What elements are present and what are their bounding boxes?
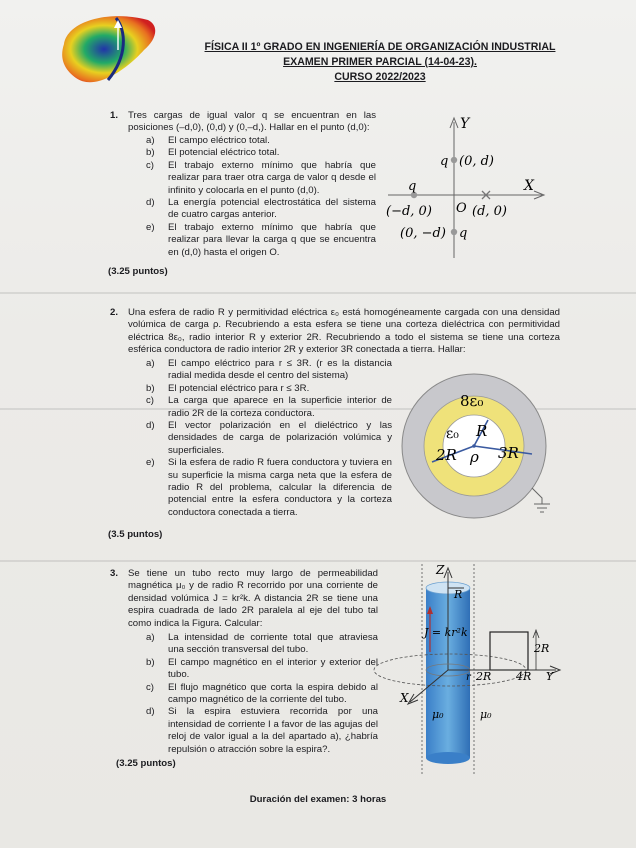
item-text: El campo magnético en el interior y exterior del tubo.: [168, 656, 378, 681]
tube-radius-label: R: [454, 588, 463, 601]
item-label: b): [146, 656, 155, 668]
spheres-diagram: [396, 362, 556, 522]
item-label: d): [146, 197, 155, 209]
question-item: [146, 160, 376, 197]
current-density-label: J = kr²k: [424, 626, 468, 639]
tube-diagram: [370, 560, 564, 780]
item-text: El campo eléctrico total.: [168, 135, 270, 146]
question-item: [146, 135, 376, 147]
charge-density-label: ρ: [470, 448, 479, 466]
question-2-number: 2.: [110, 307, 119, 318]
y-axis-label: Y: [460, 116, 470, 132]
ground-icon: [534, 504, 550, 512]
item-text: El vector polarización en el dieléctrico y las densidades de carga de polarización volúmica y superficiales.: [168, 420, 392, 456]
right-point-label: (d, 0): [472, 204, 508, 219]
loop-far-edge-label: 4R: [516, 670, 532, 683]
question-1-number: 1.: [110, 110, 119, 121]
university-logo: [56, 10, 160, 92]
question-3-number: 3.: [110, 568, 119, 579]
exam-title: EXAMEN PRIMER PARCIAL (14-04-23).: [283, 56, 477, 68]
radius-r-label: R: [476, 422, 488, 440]
question-item: [146, 197, 376, 222]
radius-3r-label: 3R: [498, 444, 519, 462]
question-item: [146, 657, 378, 682]
paper-fold: [0, 292, 636, 294]
item-text: El potencial eléctrico total.: [168, 147, 280, 159]
sphere-permittivity-label: ε₀: [446, 426, 459, 442]
item-label: d): [146, 420, 155, 432]
item-text: El campo eléctrico para r ≤ 3R. (r es la distancia radial medida desde el centro del sistema): [168, 358, 392, 382]
item-text: La carga que aparece en la superficie interior de radio 2R de la corteza conductora.: [168, 395, 392, 419]
question-item: [146, 222, 376, 259]
question-item: [146, 358, 392, 383]
x-axis-label: X: [400, 691, 409, 705]
outer-permeability-label: μ₀: [480, 708, 492, 721]
item-text: El potencial eléctrico para r ≤ 3R.: [168, 382, 310, 394]
charges-diagram: [384, 112, 550, 262]
question-item: [146, 383, 392, 395]
loop-distance-label: 2R: [476, 670, 492, 683]
item-text: Si la espira estuviera recorrida por una intensidad de corriente I a favor de las agujas del reloj de valor igual a la del apartado a), ¿habría repulsión o atracción sobre la espira?.: [168, 706, 378, 755]
question-3-items: [146, 632, 378, 756]
top-charge-label: q: [440, 154, 449, 169]
left-point-label: (−d, 0): [386, 204, 432, 219]
square-loop: [490, 632, 528, 670]
item-label: a): [146, 632, 155, 643]
top-point-label: (0, d): [459, 154, 495, 169]
x-axis-label: X: [524, 178, 534, 194]
item-label: c): [146, 681, 154, 693]
item-text: Si la esfera de radio R fuera conductora y tuviera en su superficie la misma carga neta que la esfera de radio R del problema, calcular la diferencia de potencial entre la esfera conductora y la corteza conductora conectada a tierra.: [168, 457, 392, 518]
question-3-points: (3.25 puntos): [116, 758, 176, 769]
dielectric-permittivity-label: 8ε₀: [460, 392, 484, 410]
question-2-items: [146, 358, 392, 519]
exam-duration: Duración del examen: 3 horas: [249, 794, 387, 805]
radius-2r-label: 2R: [436, 446, 457, 464]
item-label: e): [146, 221, 155, 233]
question-3-statement: Se tiene un tubo recto muy largo de permeabilidad magnética μ₀ y de radio R recorrido por una corriente de densidad volúmica J = kr²k. A distancia 2R se tiene una espira cuadrada de lado 2R paralela al eje del tubo tal como indica la Figura. Calcular:: [128, 568, 378, 629]
item-label: b): [146, 147, 155, 159]
origin-label: O: [456, 201, 467, 216]
loop-side-label: 2R: [534, 642, 550, 655]
distance-r-label: r: [466, 672, 471, 683]
ground-wire: [532, 488, 542, 504]
tube-permeability-label: μ₀: [432, 708, 444, 721]
top-charge-marker: [451, 157, 457, 163]
item-text: El trabajo externo mínimo que habría que realizar para traer otra carga de valor q desde el infinito y colocarla en el punto (d,0).: [168, 159, 376, 196]
item-label: a): [146, 358, 155, 369]
question-item: [146, 682, 378, 707]
question-item: [146, 395, 392, 420]
bottom-charge-marker: [451, 229, 457, 235]
item-label: e): [146, 457, 155, 469]
course-title: FÍSICA II 1º GRADO EN INGENIERÍA DE ORGANIZACIÓN INDUSTRIAL: [204, 41, 556, 53]
question-item: [146, 420, 392, 457]
question-item: [146, 457, 392, 519]
question-item: [146, 632, 378, 657]
item-text: La intensidad de corriente total que atraviesa una sección transversal del tubo.: [168, 632, 378, 656]
item-text: La energía potencial electrostática del sistema de cuatro cargas anterior.: [168, 197, 376, 221]
question-1-points: (3.25 puntos): [108, 266, 168, 277]
item-label: c): [146, 395, 154, 407]
question-1-statement: Tres cargas de igual valor q se encuentran en las posiciones (–d,0), (0,d) y (0,–d,). Hallar en el punto (d,0):: [128, 110, 376, 134]
bottom-point-label: (0, −d): [400, 226, 446, 241]
left-charge-label: q: [408, 179, 417, 194]
question-item: [146, 147, 376, 159]
item-label: b): [146, 382, 155, 394]
question-2-statement: Una esfera de radio R y permitividad eléctrica ε₀ está homogéneamente cargada con una densidad volúmica de carga ρ. Recubriendo a esta esfera se tiene una corteza dieléctrica con permitividad eléctrica 8ε₀, radio interior R y exterior 2R. Recubriendo a todo el sistema se tiene una corteza esférica conductora de radio interior 2R y exterior 3R conectada a tierra. Hallar:: [128, 307, 560, 356]
item-label: a): [146, 135, 155, 146]
question-2-points: (3.5 puntos): [108, 529, 163, 540]
item-label: d): [146, 706, 155, 718]
y-axis-label: Y: [546, 670, 554, 683]
question-1-items: [146, 135, 376, 259]
z-axis-label: Z: [436, 563, 445, 577]
academic-year: CURSO 2022/2023: [334, 71, 426, 83]
bottom-charge-label: q: [459, 226, 468, 241]
item-label: c): [146, 159, 154, 171]
exam-header: [180, 40, 580, 85]
item-text: El trabajo externo mínimo que habría que realizar para llevar la carga q que se encuentra en (d,0) hasta el origen O.: [168, 221, 376, 258]
item-text: El flujo magnético que corta la espira debido al campo magnético de la corriente del tubo.: [168, 681, 378, 706]
question-item: [146, 706, 378, 756]
